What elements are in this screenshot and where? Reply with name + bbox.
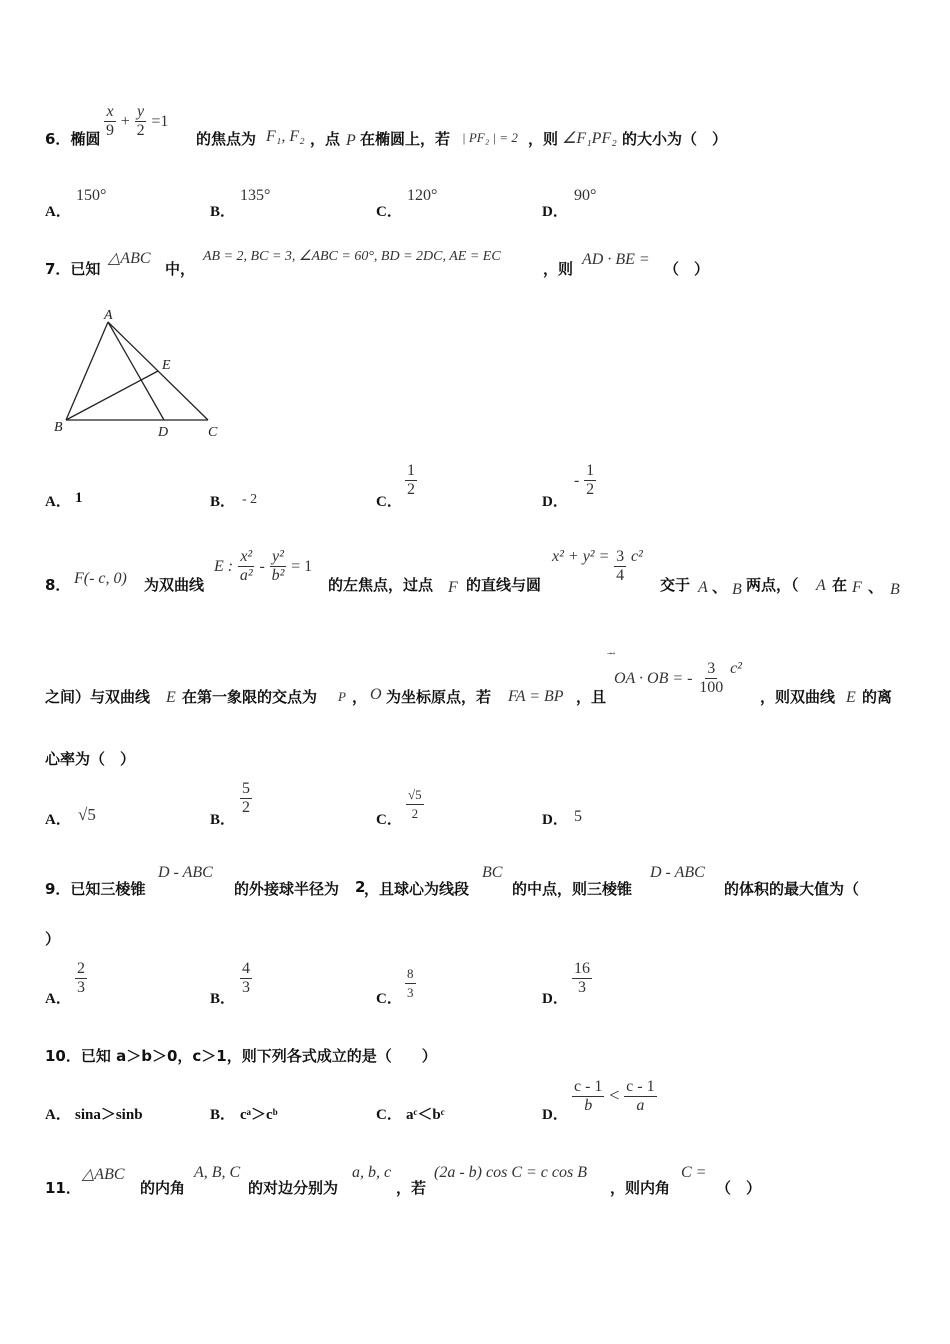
- option-label: C．: [376, 812, 402, 828]
- q11-text: ，则内角: [610, 1179, 671, 1197]
- q6-text: ，则: [528, 130, 559, 148]
- q8-condition: FA = BP: [508, 688, 564, 705]
- q6-text: ，点: [310, 130, 341, 148]
- q9-text: ，且球心为线段: [364, 880, 470, 898]
- option-value: cᵃ＞cᵇ: [240, 1107, 278, 1123]
- q9-segment: BC: [482, 864, 503, 881]
- q8-focus: F(- c, 0): [74, 570, 127, 587]
- option-value: $\frac{4}{3}$: [242, 960, 250, 996]
- option-value: $\frac{c - 1}{b}$ < $\frac{c - 1}{a}$: [574, 1078, 655, 1114]
- q7-expression: AD · BE =: [582, 251, 650, 268]
- option-value: 135°: [240, 187, 271, 204]
- q9-text: 的外接球半径为: [234, 880, 340, 898]
- option-value: $\frac{√5}{2}$: [408, 787, 422, 821]
- q7-triangle-figure: [50, 305, 230, 445]
- q11-angles: A, B, C: [194, 1164, 241, 1181]
- option-label: A．: [45, 204, 71, 220]
- q8-hyperbola-e: E: [166, 689, 176, 706]
- option-value: $\frac{16}{3}$: [574, 960, 590, 996]
- q8-text: 两点，（: [746, 576, 799, 594]
- option-value: √5: [78, 805, 96, 824]
- q11-num: 11．: [45, 1179, 81, 1197]
- q11-angle-c: C =: [681, 1164, 707, 1181]
- q8-text: 的离: [862, 688, 893, 706]
- q10-stem: 10．已知 a＞b＞0，c＞1，则下列各式成立的是（ ）: [45, 1047, 437, 1065]
- q8-point-f: F: [448, 579, 458, 596]
- q7-stem-start: 7．已知: [45, 260, 101, 278]
- q11-equation: (2a - b) cos C = c cos B: [434, 1164, 587, 1181]
- q9-pyramid: D - ABC: [158, 864, 213, 881]
- label-e: E: [162, 358, 171, 373]
- option-label: B．: [210, 1107, 236, 1123]
- q9-radius: 2: [355, 878, 366, 896]
- q6-text: 的大小为（ ）: [622, 130, 728, 148]
- option-value: 120°: [407, 187, 438, 204]
- label-b: B: [54, 420, 63, 435]
- q6-condition: | PF₂ | = 2: [462, 130, 518, 145]
- q8-point-f: F: [852, 579, 862, 596]
- q8-text: ，: [352, 688, 368, 706]
- option-label: D．: [542, 204, 568, 220]
- option-label: A．: [45, 494, 71, 510]
- option-value: $\frac{2}{3}$: [77, 960, 85, 996]
- q8-text: ，则双曲线: [760, 688, 836, 706]
- option-label: A．: [45, 812, 71, 828]
- q11-text: （ ）: [716, 1179, 762, 1197]
- q6-foci: F₁, F₂: [266, 128, 305, 145]
- option-value: 1: [75, 490, 83, 506]
- q8-hyperbola-equation: E : $\frac{\text{x²}}{\text{a²}}$ - $\frac{\text{y²}}{\text{b²}}$ = 1: [214, 548, 313, 584]
- q8-text: 在: [832, 576, 848, 594]
- q8-point-p: P: [338, 689, 346, 704]
- q6-point-p: P: [346, 132, 356, 149]
- label-c: C: [208, 425, 218, 440]
- segment-ad: [108, 322, 164, 420]
- option-label: A．: [45, 991, 71, 1007]
- option-label: C．: [376, 1107, 402, 1123]
- option-value: - 2: [242, 492, 258, 507]
- q9-stem-start: 9．已知三棱锥: [45, 880, 146, 898]
- q8-text: 之间）与双曲线: [45, 688, 151, 706]
- option-label: B．: [210, 991, 236, 1007]
- q8-text: 、: [868, 578, 884, 596]
- q8-text: 交于: [660, 576, 691, 594]
- q8-text: 、: [712, 578, 728, 596]
- q8-text: 在第一象限的交点为: [182, 688, 318, 706]
- q8-point-a: A: [698, 579, 708, 596]
- vector-arrows: ⃗ ⃗: [612, 652, 616, 663]
- option-label: A．: [45, 1107, 71, 1123]
- option-label: D．: [542, 1107, 568, 1123]
- q6-text: 的焦点为: [196, 130, 257, 148]
- option-label: C．: [376, 991, 402, 1007]
- q6-angle: ∠F₁PF₂: [562, 130, 617, 147]
- option-value: 90°: [574, 187, 597, 204]
- q7-triangle: △ABC: [108, 250, 151, 267]
- option-label: B．: [210, 812, 236, 828]
- q9-text: 的中点，则三棱锥: [512, 880, 633, 898]
- q9-text: ）: [45, 930, 61, 948]
- option-label: D．: [542, 812, 568, 828]
- segment-ab: [66, 322, 108, 420]
- option-label: B．: [210, 494, 236, 510]
- option-value: $\frac{8}{3}$: [407, 966, 414, 1000]
- q6-ellipse-equation: $\frac{x}{9}$ + $\frac{y}{2}$ =1: [106, 103, 169, 139]
- q8-text: 为坐标原点，若: [386, 688, 492, 706]
- option-value: 5: [574, 808, 582, 825]
- label-d: D: [158, 425, 169, 440]
- q8-num: 8．: [45, 576, 71, 594]
- option-label: C．: [376, 204, 402, 220]
- q7-text: ，则: [543, 260, 574, 278]
- q8-circle-equation: x² + y² = $\frac{3}{4}$ c²: [552, 548, 643, 584]
- q11-text: 的对边分别为: [248, 1179, 339, 1197]
- q11-text: ，若: [396, 1179, 427, 1197]
- option-value: 150°: [76, 187, 107, 204]
- option-label: C．: [376, 494, 402, 510]
- q11-sides: a, b, c: [352, 1164, 392, 1181]
- segment-be: [66, 371, 158, 420]
- option-value: $\frac{1}{2}$: [407, 462, 415, 498]
- q8-text: 的直线与圆: [466, 576, 542, 594]
- q8-point-a: A: [816, 577, 826, 594]
- q11-triangle: △ABC: [82, 1166, 125, 1183]
- q8-point-b: B: [890, 581, 900, 598]
- option-value: sina＞sinb: [75, 1107, 143, 1123]
- q8-point-b: B: [732, 581, 742, 598]
- q8-text: 心率为（ ）: [45, 750, 136, 768]
- q8-text: 为双曲线: [144, 576, 205, 594]
- q7-conditions: AB = 2, BC = 3, ∠ABC = 60°, BD = 2DC, AE = EC: [203, 249, 501, 264]
- option-value: - $\frac{1}{2}$: [574, 462, 595, 498]
- q6-text: 在椭圆上，若: [360, 130, 451, 148]
- q7-text: （ ）: [664, 260, 710, 278]
- q8-origin-o: O: [370, 686, 382, 703]
- option-value: aᶜ＜bᶜ: [406, 1107, 445, 1123]
- option-label: B．: [210, 204, 236, 220]
- q6-stem-start: 6．椭圆: [45, 130, 101, 148]
- option-label: D．: [542, 494, 568, 510]
- q11-text: 的内角: [140, 1179, 186, 1197]
- option-value: $\frac{5}{2}$: [242, 780, 250, 816]
- q8-text: 的左焦点，过点: [328, 576, 434, 594]
- q8-dot-product-condition: OA · OB = - $\frac{3}{100}$ c²: [614, 660, 742, 696]
- q9-text: 的体积的最大值为（: [724, 880, 860, 898]
- q8-hyperbola-e: E: [846, 689, 856, 706]
- option-label: D．: [542, 991, 568, 1007]
- q9-pyramid: D - ABC: [650, 864, 705, 881]
- q8-text: ，且: [576, 688, 607, 706]
- label-a: A: [104, 308, 113, 323]
- q7-text: 中，: [165, 260, 196, 278]
